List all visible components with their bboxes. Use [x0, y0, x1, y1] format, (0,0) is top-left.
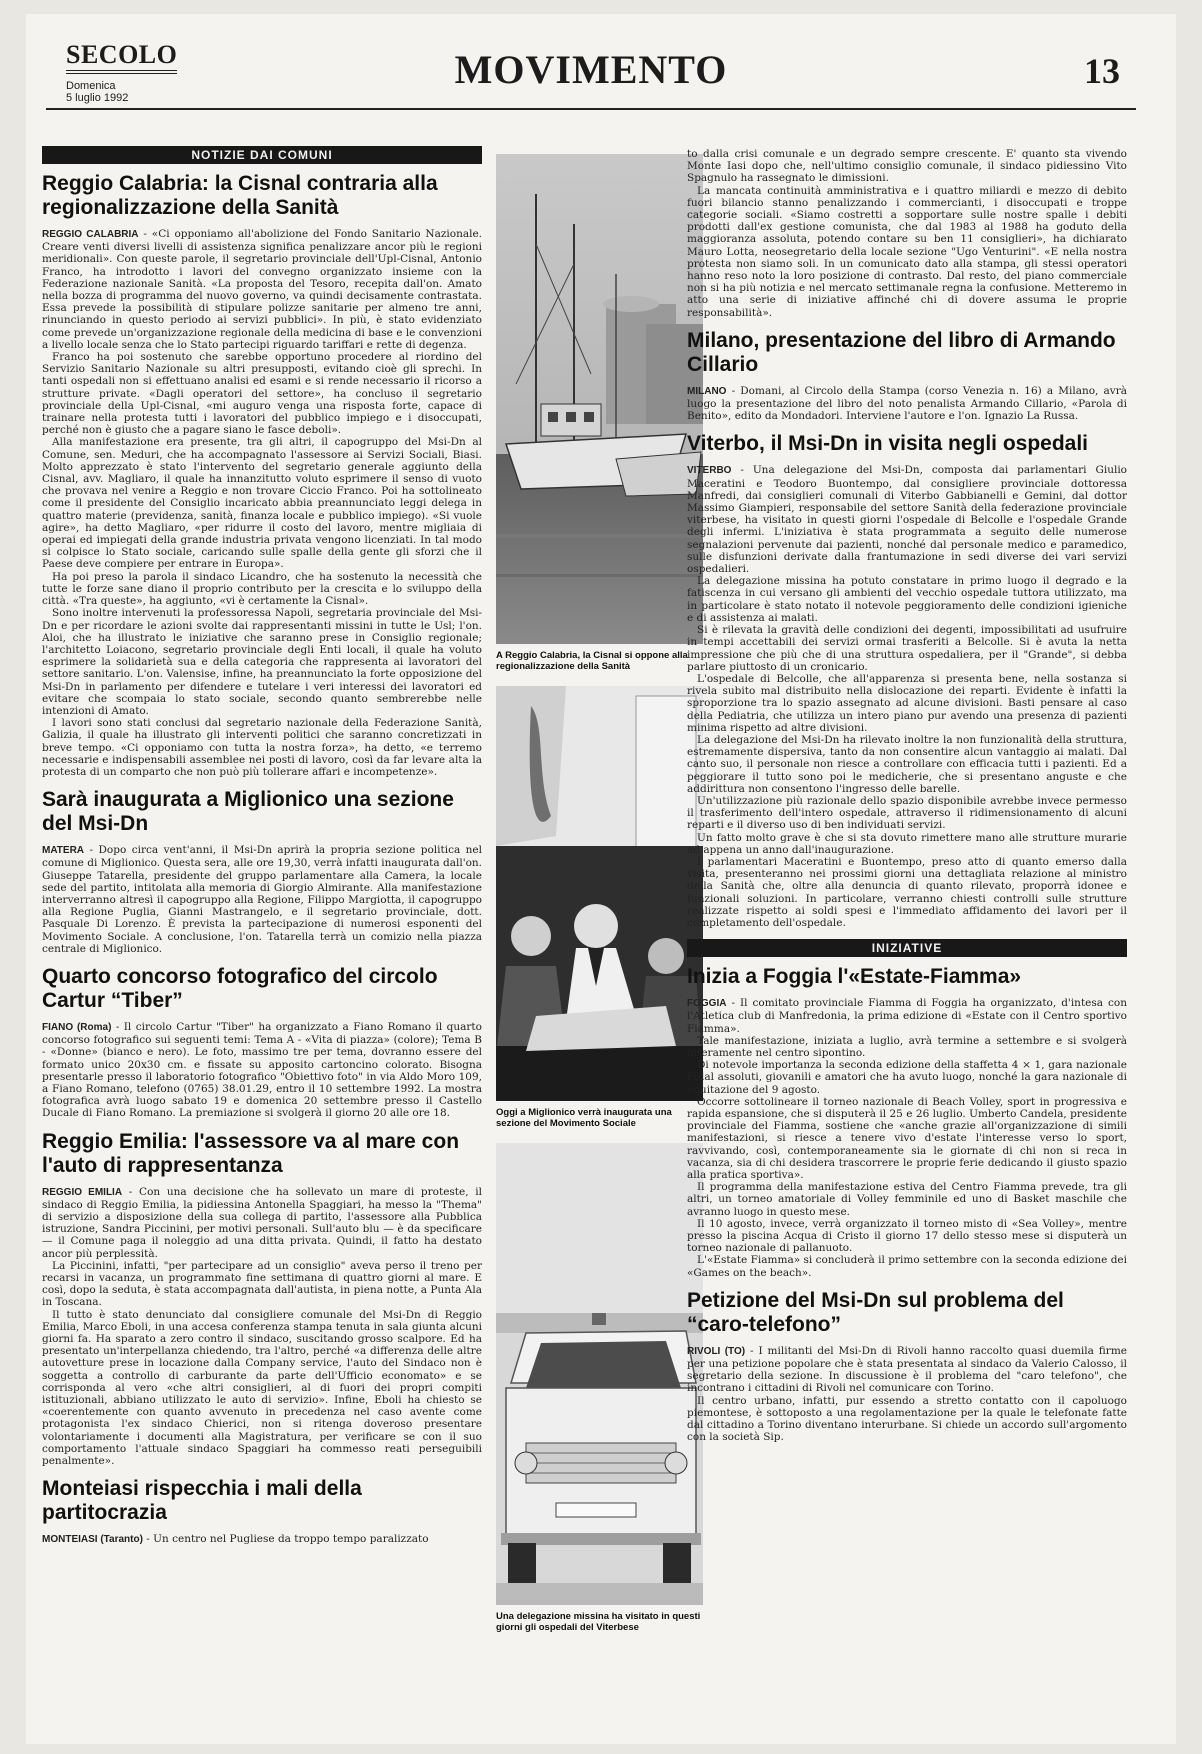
paragraph: I parlamentari Maceratini e Buontempo, preso atto di quanto emerso dalla visita, presenteranno nei prossimi giorni una dettagliata relazione al ministro della Sanità che, oltre alla denuncia di quanto rilevato, proporrà idonee e funzionali soluzioni. In particolare, verranno chiesti controlli sulle strutture realizzate rispetto ai soldi spesi e l'immediato affidamento dei lavori per il completamento dell'ospedale. — [687, 855, 1127, 929]
article-body — [687, 385, 1127, 423]
headline: Monteiasi rispecchia i mali della partitocrazia — [42, 1477, 362, 1525]
article-body — [687, 464, 1127, 929]
left-column — [42, 146, 482, 1736]
photo-caption: Una delegazione missina ha visitato in questi giorni gli ospedali del Viterbese — [496, 1611, 701, 1633]
article-reggio-emilia — [42, 1130, 482, 1468]
article-miglionico — [42, 788, 482, 955]
paragraph: REGGIO CALABRIA - «Ci opponiamo all'abolizione del Fondo Sanitario Nazionale. Creare venti diversi livelli di assistenza significa penalizzare ancor più le regioni meridionali». Con queste parole, il segretario provinciale dell'Upl-Cisnal, Antonio Franco, ha introdotto i lavori del convegno organizzato insieme con la Federazione nazionale Sanità. «La proposta del Tesoro, recepita dall'on. Amato nella bozza di programma del nuovo governo, va quindi decisamente contrastata. Essa prevede la possibilità di stipulare polizze sanitarie per almeno tre anni, rinunciando in questo periodo ai servizi pubblici». In più, è stato evidenziato come prevede un'organizzazione regionale della medicina di base e le convenzioni a livello locale senza che lo Stato partecipi riguardo tariffari e rette di degenza. — [42, 228, 482, 351]
headline: Milano, presentazione del libro di Armando Cillario — [687, 328, 1116, 376]
section-bar-iniziative: INIZIATIVE — [687, 939, 1127, 957]
paragraph: La Piccinini, infatti, "per partecipare ad un consiglio" aveva perso il treno per recarsi in vacanza, un programmato fine settimana di quattro giorni al mare. E così, dopo la seduta, è stata accompagnata dall'autista, in piena notte, a Punta Ala in Toscana. — [42, 1259, 482, 1309]
section-title: MOVIMENTO — [454, 47, 728, 92]
paragraph: Ha poi preso la parola il sindaco Licandro, che ha sostenuto la necessità che tutte le forze sane diano il proprio contributo per la crescita e lo sviluppo della città. «Tra queste», ha aggiunto, «vi è certamente la Cisnal». — [42, 570, 482, 608]
headline: Viterbo, il Msi-Dn in visita negli ospedali — [687, 432, 1089, 456]
paragraph: REGGIO EMILIA - Con una decisione che ha sollevato un mare di proteste, il sindaco di Reggio Emilia, la pidiessina Antonella Spaggiari, ha messo la "Thema" di servizio a disposizione della sua collega di partito, l'assessore alla Pubblica istruzione, Sandra Piccinini, per motivi personali. Sull'auto blu — è da specificare — il Comune paga il noleggio ad una ditta privata. Quindi, il fatto ha destato ancor più perplessità. — [42, 1185, 482, 1260]
headline: Inizia a Foggia l'«Estate-Fiamma» — [687, 965, 1022, 989]
paragraph: Il tutto è stato denunciato dal consigliere comunale del Msi-Dn di Reggio Emilia, Marco Eboli, in una accesa conferenza stampa tenuta in sala giunta alcuni giorni fa. Ha sparato a zero contro il sindaco, suscitando grosso scalpore. Ed ha presentato un'interpellanza chiedendo, tra l'altro, perché «a differenza delle altre autovetture prese in locazione dalla Company service, l'auto del Sindaco non è soggetta a controllo di carburante da parte dell'Ufficio economato» e se corrisponda al vero «che altri consiglieri, al di fuori dei propri compiti istituzionali, abbiano utilizzato le auto di servizio». Infine, Eboli ha chiesto se «coerentemente con quanto avvenuto in precedenza nel caso avente come protagonista l'ex sindaco Chierici, non si ritenga doveroso presentare volontariamente i documenti alla Magistratura, per verificare se con il suo comportamento l'attuale sindaco Spaggiari ha commesso reati perseguibili penalmente». — [42, 1308, 482, 1468]
paragraph: Si è rilevata la gravità delle condizioni dei degenti, impossibilitati ad usufruire in tempi accettabili dei servizi ormai trasferiti a Belcolle. Si è avuta la netta impressione che più che di una struttura ospedaliera, per il "Grande", si debba parlare piuttosto di un cronicario. — [687, 624, 1127, 673]
article-body — [687, 1345, 1127, 1444]
dateline: MONTEIASI (Taranto) — [42, 1534, 143, 1546]
dateline: REGGIO CALABRIA — [42, 229, 139, 240]
paragraph: MILANO - Domani, al Circolo della Stampa (corso Venezia n. 16) a Milano, avrà luogo la presentazione del libro del noto penalista Armando Cillario, «Parola di Benito», edito da Mondadori. Interviene l'autore e l'on. Ignazio La Russa. — [687, 384, 1127, 423]
article-foggia — [687, 965, 1127, 1279]
paragraph: Di notevole importanza la seconda edizione della staffetta 4 × 1, gara nazionale Fidal assoluti, giovanili e amatori che ha avuto luogo, nonché la gara nazionale di equitazione del 9 agosto. — [687, 1059, 1127, 1096]
dateline: FOGGIA — [687, 998, 727, 1010]
photo-caption: Oggi a Miglionico verrà inaugurata una sezione del Movimento Sociale — [496, 1107, 672, 1129]
paragraph: La delegazione del Msi-Dn ha rilevato inoltre la non funzionalità della struttura, estremamente dispersiva, tanto da non consentire alcun vantaggio ai malati. Dal canto suo, il personale non riesce a controllare con efficacia tutti i pazienti. Ed a peggiorare il tutto sono poi le medicherie, che si presentano anguste e che addirittura non consentono l'ingresso delle barelle. — [687, 733, 1127, 795]
article-body — [42, 1021, 482, 1120]
paragraph: Un'utilizzazione più razionale dello spazio disponibile avrebbe invece permesso il trasferimento dell'intero ospedale, attraverso il ridimensionamento di alcuni reparti e il diverso uso di ben individuati servizi. — [687, 794, 1127, 832]
dateline: VITERBO — [687, 465, 732, 477]
paragraph: Il 10 agosto, invece, verrà organizzato il torneo misto di «Sea Volley», mentre presso la piscina Acqua di Cristo il giorno 17 dello stesso mese si disputerà un torneo nazionale di pallanuoto. — [687, 1217, 1127, 1255]
paragraph: Il centro urbano, infatti, pur essendo a stretto contatto con il capoluogo piemontese, è sottoposto a una regolamentazione per la quale le telefonate fatte dal cittadino a Torino diventano interurbane. Si chiede un accordo sull'argomento con la società Sip. — [687, 1394, 1127, 1444]
meeting-photo — [496, 686, 703, 1101]
photo-caption: A Reggio Calabria, la Cisnal si oppone alla regionalizzazione della Sanità — [496, 650, 688, 672]
paragraph: Tale manifestazione, iniziata a luglio, avrà termine a settembre e si svolgerà interamente nel centro sipontino. — [687, 1034, 1127, 1059]
headline: Petizione del Msi-Dn sul problema del “caro-telefono” — [687, 1288, 1064, 1336]
paragraph: Il programma della manifestazione estiva del Centro Fiamma prevede, tra gli altri, un torneo amatoriale di Volley femminile ed uno di Basket maschile che avranno luogo in questo mese. — [687, 1181, 1127, 1218]
issue-day: Domenica — [66, 80, 116, 92]
paragraph: L'«Estate Fiamma» si concluderà il primo settembre con la seconda edizione dei «Games on the beach». — [687, 1254, 1127, 1279]
article-body — [687, 148, 1127, 319]
paragraph: I lavori sono stati conclusi dal segretario nazionale della Federazione Sanità, Galizia, il quale ha illustrato gli interventi politici che saranno concretizzati in breve tempo. «Ci opponiamo con tutta la nostra forza», ha detto, «e terremo necessarie e indispensabili assemblee nei posti di lavoro, così da far levare alta la protesta di un comparto che non può più tollerare affari e incompetenze». — [42, 717, 482, 778]
paragraph: Occorre sottolineare il torneo nazionale di Beach Volley, sport in progressiva e rapida espansione, che si disputerà il 25 e 26 luglio. Umberto Candela, presidente provinciale del Fiamma, sostiene che «anche grazie all'organizzazione di simili manifestazioni, si riesce a tenere vivo d'estate l'interesse verso lo sport, ravvivando, così, contemporaneamente sia le giornate di chi non si reca in vacanza, sia di chi desidera trascorrere le proprie ferie dedicando il giusto spazio alla pratica sportiva». — [687, 1095, 1127, 1182]
article-body — [42, 1533, 482, 1546]
photo-column — [496, 154, 703, 1729]
page-number: 13 — [1084, 51, 1120, 91]
meeting-photo-graphic — [496, 686, 703, 1101]
article-viterbo — [687, 432, 1127, 929]
ambulance-photo — [496, 1143, 703, 1605]
masthead — [46, 28, 1136, 110]
article-monteiasi — [42, 1477, 482, 1546]
article-rivoli — [687, 1289, 1127, 1444]
paragraph: MATERA - Dopo circa vent'anni, il Msi-Dn aprirà la propria sezione politica nel comune di Miglionico. Questa sera, alle ore 19,30, verrà infatti inaugurata dall'on. Giuseppe Tatarella, presidente del gruppo parlamentare alla Camera, la locale sede del partito, intitolata alla memoria di Giorgio Almirante. Alla manifestazione interverranno altresì il capogruppo alla Regione, Filippo Margiotta, il capogruppo alla Regione Puglia, Gianni Mastrangelo, e il segretario provinciale, dott. Pasquale Di Lorenzo. È prevista la partecipazione di numerosi esponenti del Movimento Sociale. A conclusione, l'on. Tatarella terrà un comizio nella piazza centrale di Miglionico. — [42, 844, 482, 955]
ambulance-photo-graphic — [496, 1143, 703, 1605]
section-bar-notizie: NOTIZIE DAI COMUNI — [42, 146, 482, 164]
dateline: MATERA — [42, 845, 85, 857]
newspaper-name: SECOLO — [66, 42, 177, 74]
article-body — [687, 997, 1127, 1279]
paragraph: La delegazione missina ha potuto constatare in primo luogo il degrado e la fatiscenza in cui versano gli ambienti del vecchio ospedale tuttora utilizzato, ma in particolare è stato notato il notevole peggioramento delle condizioni igieniche e di assistenza ai malati. — [687, 575, 1127, 624]
headline: Reggio Calabria: la Cisnal contraria alla regionalizzazione della Sanità — [42, 172, 438, 219]
paragraph: Franco ha poi sostenuto che sarebbe opportuno procedere al riordino del Servizio Sanitario Nazionale su altri presupposti, evitando cioè gli sprechi. In tanti ospedali non si effettuano analisi ed esami e si rende necessario il ricorso a strutture private. «Dagli operatori del settore», ha concluso il segretario provinciale della Upl-Cisnal, «mi auguro venga una risposta forte, capace di trainare nella protesta tutti i lavoratori del pubblico impiego e i disoccupati, perché non è giusto che a pagare siano le fasce deboli». — [42, 351, 482, 437]
paragraph: Alla manifestazione era presente, tra gli altri, il capogruppo del Msi-Dn al Comune, sen. Meduri, che ha accompagnato l'assessore ai Servizi Sociali, Biasi. Molto apprezzato è stato l'intervento del segretario generale aggiunto della Cisnal, avv. Magliaro, il quale ha innanzitutto voluto esprimere il senso di vuoto che provava nel venire a Reggio e non trovare Ciccio Franco. Poi ha sottolineato come il presidente del Consiglio incaricato abbia preannunciato leggi delega in quattro materie (previdenza, sanità, finanza locale e pubblico impiego). «Si vuole agire», ha detto Magliaro, «per ridurre il costo del lavoro, mentre migliaia di operai ed impiegati della grande industria privata vengono licenziati. In tal modo si colpisce lo Stato sociale, caricando sulle spalle della gente gli sforzi che il Paese deve compiere per entrare in Europa». — [42, 436, 482, 571]
paragraph: Sono inoltre intervenuti la professoressa Napoli, segretaria provinciale del Msi-Dn e per ricordare le azioni svolte dai rappresentanti missini in tutte le Usl; l'on. Aloi, che ha illustrato le iniziative che saranno prese in Consiglio regionale; l'architetto Loiacono, segretario provinciale degli Enti locali, il quale ha voluto esprimere la solidarietà sua e della categoria che rappresenta ai lavoratori del settore sanitario. L'on. Valensise, infine, ha preannunciato la forte opposizione del Msi-Dn in parlamento per difendere e tutelare i veri interessi dei lavoratori ed evitare che scompaia lo stato sociale, secondo quanto sembrerebbe nelle intenzioni di Amato. — [42, 607, 482, 717]
paragraph: VITERBO - Una delegazione del Msi-Dn, composta dai parlamentari Giulio Maceratini e Teodoro Buontempo, dal consigliere provinciale dottoressa Manfredi, dai consiglieri comunali di Viterbo Gabbianelli e Gemini, dal dottor Massimo Giampieri, responsabile del settore Sanità della federazione provinciale viterbese, ha visitato in questi giorni l'ospedale di Belcolle e l'ospedale Grande degli infermi. L'iniziativa è stata programmata a seguito delle numerose segnalazioni pervenute dai pazienti, nonché dal personale medico e paramedico, sulle disfunzioni derivate dalla frantumazione in sedi diverse dei vari servizi ospedalieri. — [687, 464, 1127, 576]
paragraph: to dalla crisi comunale e un degrado sempre crescente. E' quanto sta vivendo Monte Iasi dopo che, nell'ultimo consiglio comunale, il sindaco pidiessino Vito Spagnulo ha rassegnato le dimissioni. — [687, 148, 1127, 185]
paragraph: RIVOLI (TO) - I militanti del Msi-Dn di Rivoli hanno raccolto quasi duemila firme per una petizione popolare che è stata presentata al sindaco da Valerio Calosso, il segretario della sezione. In discussione è il problema del "caro telefono", che incontrano i cittadini di Rivoli nel comunicare con Torino. — [687, 1344, 1127, 1395]
article-body — [42, 1186, 482, 1468]
dateline: RIVOLI (TO) — [687, 1345, 746, 1357]
headline: Quarto concorso fotografico del circolo Cartur “Tiber” — [42, 964, 438, 1012]
article-body — [42, 844, 482, 955]
paragraph: L'ospedale di Belcolle, che all'apparenza si presenta bene, nella sostanza si rivela subito mal distribuito nella dislocazione dei reparti. Evidente è infatti la sproporzione tra lo spazio assegnato ad alcune divisioni. Basti pensare al caso della Pediatria, che utilizza un intero piano pur avendo una presenza di pazienti minima rispetto ad altre divisioni. — [687, 672, 1127, 734]
article-cartur-tiber — [42, 965, 482, 1120]
harbor-photo — [496, 154, 703, 644]
harbor-photo-graphic — [496, 154, 703, 644]
paragraph: Un fatto molto grave è che si sta dovuto rimettere mano alle strutture murarie ad appena un anno dall'inaugurazione. — [687, 831, 1127, 856]
headline: Sarà inaugurata a Miglionico una sezione del Msi-Dn — [42, 788, 454, 836]
article-monteiasi-continuation — [687, 148, 1127, 319]
headline: Reggio Emilia: l'assessore va al mare con l'auto di rappresentanza — [42, 1129, 460, 1177]
article-reggio-calabria — [42, 172, 482, 778]
paragraph: FOGGIA - Il comitato provinciale Fiamma di Foggia ha organizzato, d'intesa con l'Atletica club di Manfredonia, la prima edizione di «Estate con il Centro sportivo Fiamma». — [687, 997, 1127, 1035]
article-body — [42, 228, 482, 778]
right-column — [687, 148, 1127, 1738]
newspaper-page — [26, 14, 1176, 1744]
dateline: REGGIO EMILIA — [42, 1186, 123, 1198]
paragraph: MONTEIASI (Taranto) - Un centro nel Pugliese da troppo tempo paralizzato — [42, 1533, 429, 1546]
paragraph: FIANO (Roma) - Il circolo Cartur "Tiber" ha organizzato a Fiano Romano il quarto concorso fotografico sui seguenti temi: Tema A - «Vita di piazza» (colore); Tema B - «Donne» (bianco e nero). Le foto, massimo tre per tema, dovranno essere del formato unico 20x30 cm. e fissate su apposito cartoncino colorato. Bisogna presentarle presso il laboratorio fotografico "Obiettivo foto" in via Aldo Moro 109, a Fiano Romano, telefono (0765) 38.01.29, entro il 10 settembre 1992. La mostra fotografica avrà luogo sabato 19 e domenica 20 settembre presso il Castello Ducale di Fiano Romano. La premiazione si svolgerà il giorno 20 alle ore 18. — [42, 1020, 482, 1120]
issue-date-text: 5 luglio 1992 — [66, 92, 129, 104]
dateline: MILANO — [687, 385, 727, 397]
dateline: FIANO (Roma) — [42, 1021, 112, 1033]
paragraph: La mancata continuità amministrativa e i quattro miliardi e mezzo di debito fuori bilancio stanno penalizzando i commercianti, i disoccupati e troppe categorie sociali. «Siamo costretti a sopportare sulle nostre spalle i debiti prodotti dall'ex gestione comunista, che dal 1983 al 1988 ha goduto della maggioranza assoluta, potendo contare su ben 11 consiglieri», ha dichiarato Mauro Lotta, neosegretario della locale sezione "Ugo Venturini". «E nella nostra protesta non siamo soli. In un comunicato dato alla stampa, gli stessi operatori hanno reso noto la loro posizione di contrasto. Dal resto, del piano commerciale non si ha più notizia e nel mercato settimanale regna la confusione. Metteremo in atto una serie di iniziative affinché chi di dovere assuma le proprie responsabilità». — [687, 184, 1127, 319]
article-milano — [687, 329, 1127, 423]
